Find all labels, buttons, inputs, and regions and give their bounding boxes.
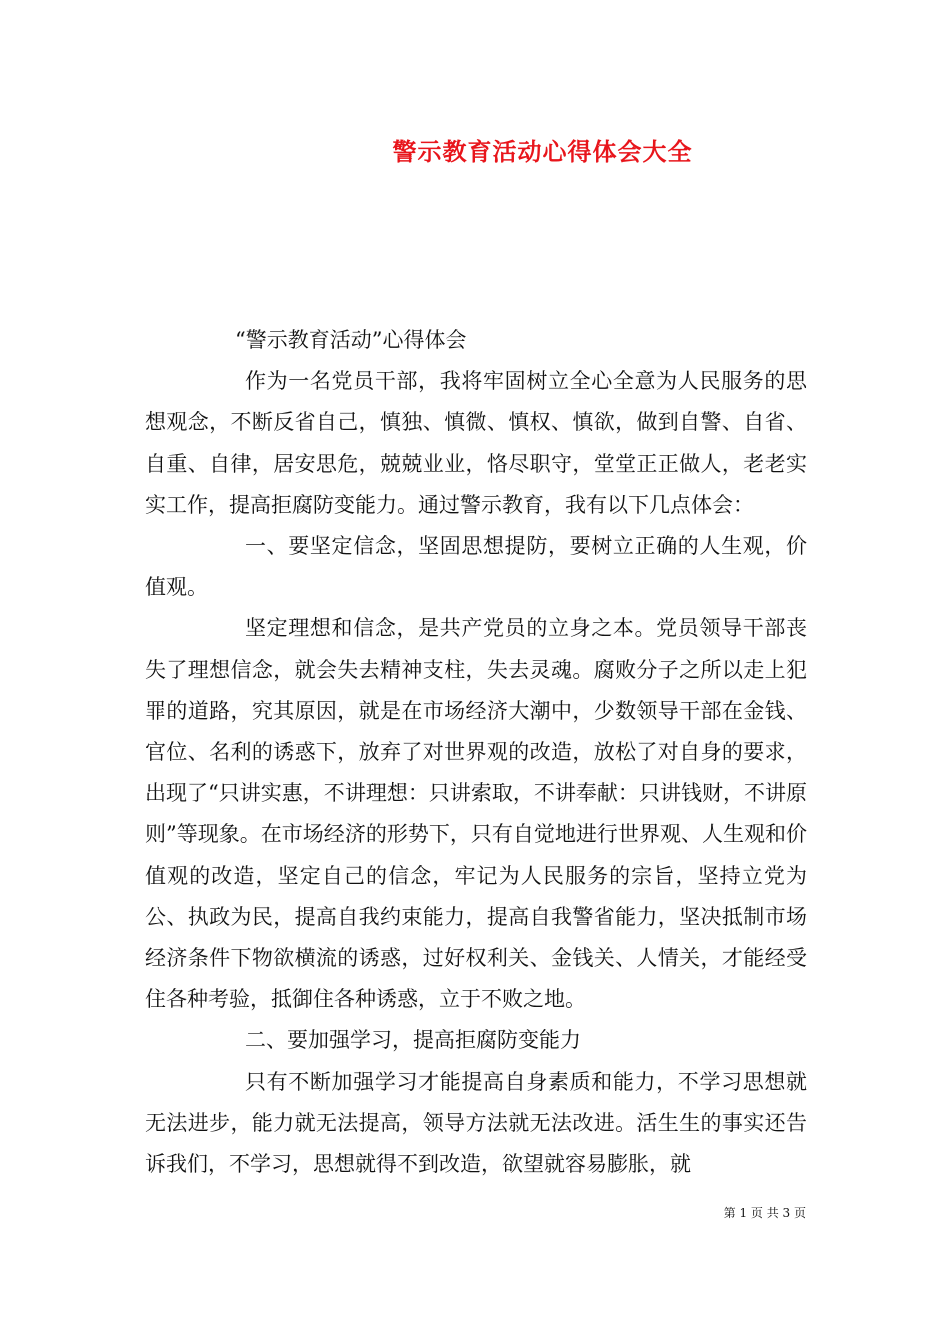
paragraph: 作为一名党员干部，我将牢固树立全心全意为人民服务的思想观念，不断反省自己，慎独、慎微、慎权、慎欲，做到自警、自省、自重、自律，居安思危，兢兢业业，恪尽职守，堂堂正正做人，老老实实工作，提高拒腐防变能力。通过警示教育，我有以下几点体会： [145, 369, 807, 517]
paragraph: 只有不断加强学习才能提高自身素质和能力，不学习思想就无法进步，能力就无法提高，领导方法就无法改进。活生生的事实还告诉我们，不学习，思想就得不到改造，欲望就容易膨胀，就 [145, 1069, 807, 1177]
page-number: 第 1 页 共 3 页 [723, 1206, 806, 1220]
section-heading: 一、要坚定信念，坚固思想提防，要树立正确的人生观，价值观。 [145, 534, 807, 600]
section-heading: 二、要加强学习，提高拒腐防变能力 [245, 1028, 581, 1053]
document-title: 警示教育活动心得体会大全 [392, 137, 693, 166]
paragraph: 坚定理想和信念，是共产党员的立身之本。党员领导干部丧失了理想信念，就会失去精神支柱，失去灵魂。腐败分子之所以走上犯罪的道路，究其原因，就是在市场经济大潮中，少数领导干部在金钱、官位、名利的诱惑下，放弃了对世界观的改造，放松了对自身的要求，出现了“只讲实惠，不讲理想：只讲索取，不讲奉献：只讲钱财，不讲原则”等现象。在市场经济的形势下，只有自觉地进行世界观、人生观和价值观的改造，坚定自己的信念，牢记为人民服务的宗旨，坚持立党为公、执政为民，提高自我约束能力，提高自我警省能力，坚决抵制市场经济条件下物欲横流的诱惑，过好权利关、金钱关、人情关，才能经受住各种考验，抵御住各种诱惑，立于不败之地。 [145, 616, 807, 1012]
document-subtitle: “警示教育活动”心得体会 [235, 328, 467, 352]
document-body [145, 320, 807, 1185]
